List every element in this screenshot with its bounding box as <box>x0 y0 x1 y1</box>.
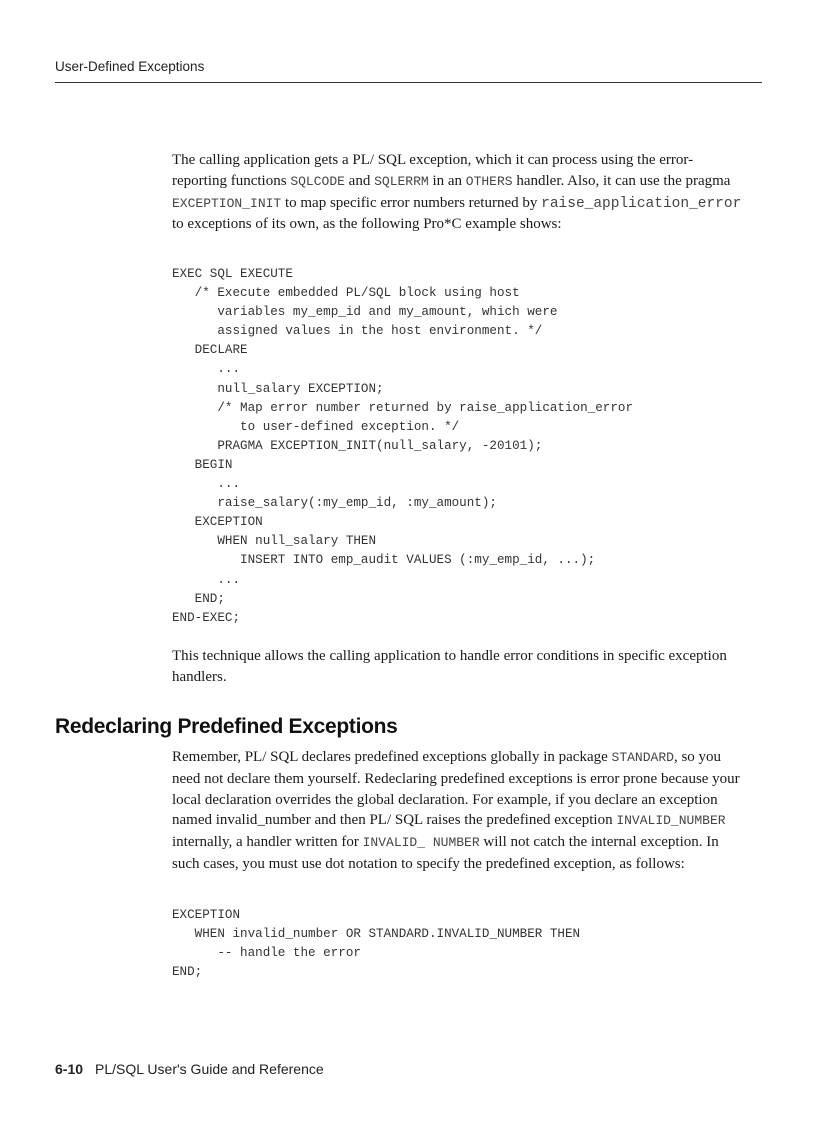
inline-code-standard: STANDARD <box>611 750 674 765</box>
section-heading: Redeclaring Predefined Exceptions <box>55 715 398 738</box>
inline-code-exception-init: EXCEPTION_INIT <box>172 195 282 211</box>
inline-code-others: OTHERS <box>465 173 513 189</box>
running-header: User-Defined Exceptions <box>55 59 205 74</box>
inline-code-invalid-number-split: INVALID_ NUMBER <box>362 835 480 851</box>
page-number: 6-10 <box>55 1061 84 1077</box>
intro-paragraph <box>172 150 742 235</box>
header-rule <box>55 82 762 83</box>
text-run: to map specific error numbers returned by <box>281 194 542 211</box>
inline-code-invalid-number: INVALID_NUMBER <box>616 813 726 829</box>
inline-code-sqlcode: SQLCODE <box>290 173 345 189</box>
redeclaring-paragraph <box>172 747 742 875</box>
book-title: PL/SQL User's Guide and Reference <box>95 1061 324 1077</box>
text-run: , so you need not declare them yourself. Redeclaring predefined exceptions is error prone because your local declaration overrides the global declaration. For example, if you declare an exception named invalid_number and then PL/ SQL raises the predefined exception <box>172 749 740 829</box>
inline-code-sqlerrm: SQLERRM <box>374 173 429 189</box>
page-footer <box>55 1061 324 1077</box>
text-run: to exceptions of its own, as the following Pro*C example shows: <box>172 216 562 233</box>
text-run: will not catch the internal exception. In such cases, you must use dot notation to specify the predefined exception, as follows: <box>172 834 719 872</box>
text-run: The calling application gets a PL/ SQL exception, which it can process using the error-reporting functions <box>172 152 694 189</box>
code-example-proc: EXEC SQL EXECUTE /* Execute embedded PL/SQL block using host variables my_emp_id and my_amount, which were assigned values in the host environment. */ DECLARE ... null_salary EXCEPTION; /* Map error number returned by raise_application_error to user-defined exception. */ PRAGMA EXCEPTION_INIT(null_salary, -20101); BEGIN ... raise_salary(:my_emp_id, :my_amount); EXCEPTION WHEN null_salary THEN INSERT INTO emp_audit VALUES (:my_emp_id, ...); ... END; END-EXEC; <box>172 267 634 625</box>
text-run: internally, a handler written for <box>172 834 363 851</box>
technique-paragraph: This technique allows the calling application to handle error conditions in specific exception handlers. <box>172 648 727 685</box>
text-run: Remember, PL/ SQL declares predefined exceptions globally in package <box>172 749 612 765</box>
text-run: handler. Also, it can use the pragma <box>512 172 731 189</box>
inline-code-raise-application-error: raise_application_error <box>541 195 742 212</box>
code-example-exception: EXCEPTION WHEN invalid_number OR STANDARD.INVALID_NUMBER THEN -- handle the error END; <box>172 908 581 980</box>
text-run: in an <box>428 172 466 189</box>
text-run: and <box>344 172 375 189</box>
